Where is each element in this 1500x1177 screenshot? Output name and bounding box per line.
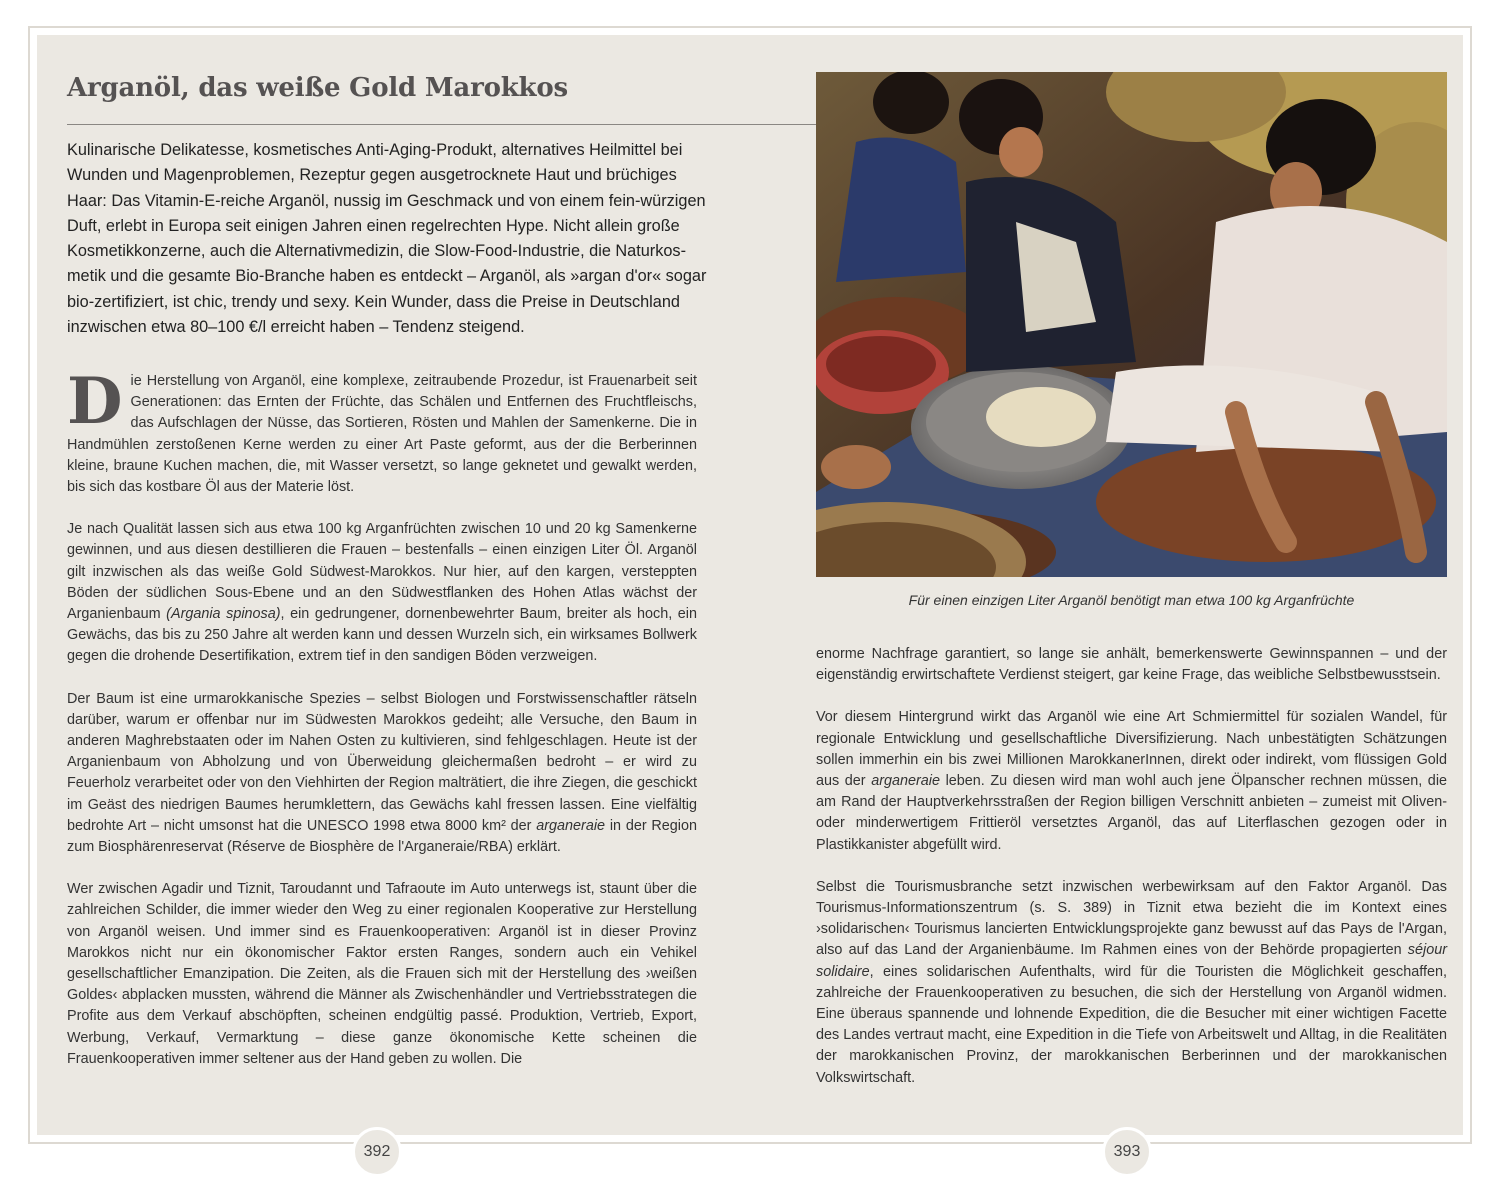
paragraph-text: enorme Nachfrage garantiert, so lange sie anhält, bemerkenswerte Gewinnspannen – und der eigenständig erwirtschaftete Verdienst steigert, gar keine Frage, das weibliche Selbstbewusstsein.	[816, 646, 1447, 684]
paragraph-text: Wer zwischen Agadir und Tiznit, Taroudannt und Tafraoute im Auto unterwegs ist, staunt über die zahlreichen Schilder, die immer wieder den Weg zu einer regionalen Kooperative zur Herstellung von Arganöl weisen. Und immer sind es Frauenkooperativen: Arganöl ist in dieser Provinz Marokkos nicht nur ein ökonomischer Faktor ersten Ranges, sondern auch ein Vehikel gesellschaftlicher Emanzipation. Die Zeiten, als die Frauen sich mit der Herstellung des ›weißen Goldes‹ abplacken mussten, während die Männer als Zwischenhändler und Vertriebsstrategen die Profite aus dem Verkauf abschöpften, scheinen endgültig passé. Produktion, Vertrieb, Export, Werbung, Verkauf, Vermarktung – diese ganze ökonomische Kette scheinen die Frauenkooperativen immer seltener aus der Hand geben zu wollen. Die	[67, 881, 697, 1067]
paragraph	[67, 689, 697, 859]
paragraph-text: , ein gedrungener, dornenbewehrter Baum, breiter als hoch, ein Gewächs, das bis zu 250 Jahre alt werden kann und dessen Wurzeln sich, ein wirksames Bollwerk gegen die drohende Desertifikation, extrem tief in den sandigen Böden verzweigen.	[67, 606, 697, 665]
paragraph	[67, 364, 697, 498]
photo-caption: Für einen einzigen Liter Arganöl benötigt man etwa 100 kg Arganfrüchte	[908, 592, 1355, 608]
page-number-left: 392	[352, 1127, 402, 1177]
paragraph-text: in der Region zum Biosphärenreservat (Réserve de Biosphère de l'Arganeraie/RBA) erklärt.	[67, 817, 697, 856]
paragraph	[816, 644, 1447, 686]
paragraph	[816, 877, 1447, 1089]
term-italic: arganeraie	[871, 773, 940, 790]
left-column	[67, 364, 697, 1070]
paragraph	[67, 519, 697, 667]
article-title: Arganöl, das weiße Gold Marokkos	[67, 73, 568, 103]
term-italic: séjour solidaire	[816, 942, 1447, 980]
paragraph-text: leben. Zu diesen wird man wohl auch jene Ölpanscher rechnen müssen, die am Rand der Hauptverkehrsstraßen der Region billigen Verschnitt anbieten – zumeist mit Oliven- oder minderwertigem Frittieröl versetztes Arganöl, das auf Literflaschen gezogen oder in Plastikkanister abgefüllt wird.	[816, 773, 1448, 853]
paragraph	[67, 879, 697, 1070]
title-rule	[67, 124, 817, 125]
paragraph-text: ie Herstellung von Arganöl, eine komplexe, zeitraubende Prozedur, ist Frauenarbeit seit Generationen: das Ernten der Früchte, das Schälen und Entfernen des Fruchtfleischs, das Aufschlagen der Nüsse, das Sortieren, Rösten und Mahlen der Samenkerne. Die in Handmühlen zerstoßenen Kerne werden zu einer Art Paste geformt, aus der die Berberinnen kleine, braune Kuchen machen, die, mit Wasser versetzt, so lange geknetet und gewalkt werden, bis sich das kostbare Öl aus der Materie löst.	[67, 373, 697, 496]
latin-name: (Argania spinosa)	[166, 606, 281, 623]
page-number-right: 393	[1102, 1127, 1152, 1177]
paragraph-text: , eines solidarischen Aufenthalts, wird für die Touristen die Möglichkeit geschaffen, zahlreiche der Frauenkooperativen zu besuchen, die sich der Herstellung von Arganöl widmen. Eine überaus spannende und lohnende Expedition, die die Besucher mit einer wichtigen Facette des Landes vertraut macht, eine Expedition in die Tiefe von Arbeitswelt und Alltag, in die Realitäten der marokkanischen Provinz, der marokkanischen Berberinnen und der marokkanischen Volkswirtschaft.	[816, 963, 1447, 1086]
right-column	[816, 644, 1447, 1089]
paragraph	[816, 707, 1447, 855]
term-italic: arganeraie	[536, 817, 606, 834]
paragraph-text: Vor diesem Hintergrund wirkt das Arganöl wie eine Art Schmiermittel für sozialen Wandel, für regionale Entwicklung und gesellschaftliche Diversifizierung. Nach unbestätigten Schätzungen sollen immerhin ein bis zwei Millionen MarokkanerInnen, direkt oder indirekt, vom flüssigen Gold aus der	[816, 709, 1447, 790]
photo-illustration	[816, 72, 1447, 577]
paragraph-text: Je nach Qualität lassen sich aus etwa 100 kg Arganfrüchten zwischen 10 und 20 kg Samenkerne gewinnen, und aus diesen destillieren die Frauen – bestenfalls – einen einzigen Liter Öl. Arganöl gilt inzwischen als das weiße Gold Südwest-Marokkos. Nur hier, auf den kargen, versteppten Böden der südlichen Sous-Ebene und an den Südwestflanken des Hohen Atlas wächst der Arganienbaum	[67, 521, 697, 623]
photo-women-cracking-argan-nuts	[816, 72, 1447, 577]
paragraph-text: Selbst die Tourismusbranche setzt inzwischen werbewirksam auf den Faktor Arganöl. Das Tourismus-Informationszentrum (s. S. 389) in Tiznit etwa bezieht die im Kontext eines ›solidarischen‹ Tourismus lancierten Entwicklungsprojekte ganz bewusst auf das Pays de l'Argan, also auf das Land der Arganienbäume. Im Rahmen eines von der Behörde propagierten	[816, 878, 1447, 959]
book-spread	[30, 28, 1470, 1160]
intro-paragraph: Kulinarische Delikatesse, kosmetisches Anti-Aging-Produkt, alternatives Heilmittel bei Wunden und Magenproblemen, Rezeptur gegen ausgetrocknete Haut und brüchiges Haar: Das Vitamin-E-reiche Arganöl, nussig im Geschmack und von einem fein-würzigen Duft, erlebt in Europa seit einigen Jahren einen regelrechten Hype. Nicht allein große Kosmetikkonzerne, auch die Alternativmedizin, die Slow-Food-Industrie, die Naturkosmetik und die gesamte Bio-Branche haben es entdeckt – Arganöl, als »argan d'or« sogar bio-zertifiziert, ist chic, trendy und sexy. Kein Wunder, dass die Preise in Deutschland inzwischen etwa 80–100 €/l erreicht haben – Tendenz steigend.	[67, 141, 707, 337]
drop-cap: D	[67, 364, 123, 439]
paragraph-text: Der Baum ist eine urmarokkanische Spezies – selbst Biologen und Forstwissenschaftler rätseln darüber, warum er offenbar nur im Südwesten Marokkos gedeiht; alle Versuche, den Baum in anderen Maghrebstaaten oder im Nahen Osten zu kultivieren, sind fehlgeschlagen. Heute ist der Arganienbaum von Abholzung und von Überweidung gleichermaßen bedroht – er wird zu Feuerholz verarbeitet oder von den Viehhirten der Region malträtiert, die ihre Ziegen, die geschickt im Geäst des niedrigen Baumes herumklettern, das Gewächs kahl fressen lassen. Eine vielfältig bedrohte Art – nicht umsonst hat die UNESCO 1998 etwa 8000 km² der	[67, 690, 697, 834]
